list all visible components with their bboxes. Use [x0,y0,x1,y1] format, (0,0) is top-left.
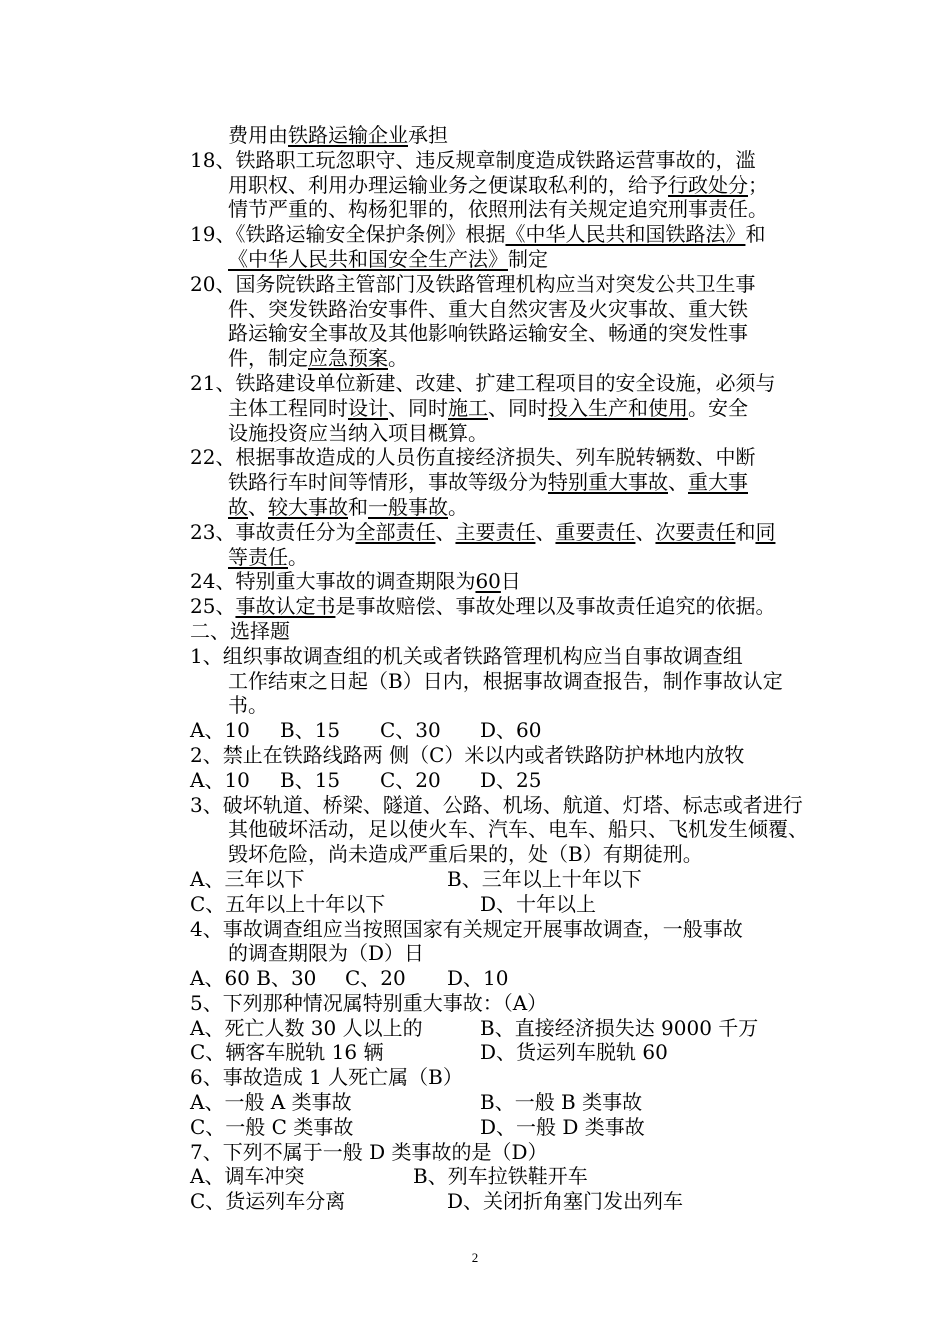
option-c: C、20 [345,966,406,991]
answer-underline: 《中华人民共和国铁路法》 [505,222,746,247]
option-c: C、30 [380,718,441,743]
mc-q6-options-ab [190,1090,830,1115]
answer-underline: 事故认定书 [235,594,336,619]
q20-line3: 路运输安全事故及其他影响铁路运输安全、畅通的突发性事 [228,321,748,346]
mc-q3-options-cd [190,892,830,917]
option-c: C、辆客车脱轨 16 辆 [190,1040,384,1065]
q21-line1: 21、铁路建设单位新建、改建、扩建工程项目的安全设施，必须与 [190,370,776,395]
answer-underline: 行政处分 [668,172,748,197]
answer-underline: 重要责任 [555,519,636,544]
mc-q3-line1: 3、破坏轨道、桥梁、隧道、公路、机场、航道、灯塔、标志或者进行 [190,792,803,817]
mc-q7-options-ab [190,1164,830,1189]
option-a: A、死亡人数 30 人以上的 [190,1015,423,1040]
option-ab: A、60 B、30 [190,966,317,991]
answer-underline: 一般事故 [368,494,448,519]
q24-line: 24、特别重大事故的调查期限为60日 [190,569,521,594]
answer-underline: 全部责任 [355,519,436,544]
option-a: A、三年以下 [190,866,305,891]
mc-q1-line1: 1、组织事故调查组的机关或者铁路管理机构应当自事故调查组 [190,643,743,668]
q18-line3: 情节严重的、构杨犯罪的，依照刑法有关规定追究刑事责任。 [228,197,768,222]
option-d: D、10 [447,966,509,991]
page-content [190,123,830,1214]
q18-line2: 用职权、利用办理运输业务之便谋取私利的，给予行政处分； [228,172,768,197]
page-number: 2 [471,1250,479,1265]
option-a: A、10 [190,718,250,743]
q25-line: 25、事故认定书是事故赔偿、事故处理以及事故责任追究的依据。 [190,594,776,619]
q22-line2: 铁路行车时间等情形，事故等级分为特别重大事故、重大事 [228,470,748,495]
mc-q3-line3: 毁坏危险，尚未造成严重后果的，处（B）有期徒刑。 [228,842,703,867]
q23-line1: 23、事故责任分为全部责任、主要责任、重要责任、次要责任和同 [190,519,776,544]
q22-line3: 故、较大事故和一般事故。 [228,494,468,519]
answer-underline: 重大事 [688,470,748,495]
mc-q2-options [190,768,830,793]
mc-q1-options [190,718,830,743]
option-d: D、十年以上 [480,891,597,916]
mc-q5-options-cd [190,1040,830,1065]
q20-line1: 20、国务院铁路主管部门及铁路管理机构应当对突发公共卫生事 [190,271,756,296]
answer-underline: 故 [228,494,248,519]
option-b: B、列车拉铁鞋开车 [413,1164,588,1189]
mc-q6-options-cd [190,1115,830,1140]
answer-underline: 投入生产和使用 [548,395,688,420]
mc-q7-line1: 7、下列不属于一般 D 类事故的是（D） [190,1139,548,1164]
mc-q4-options [190,966,830,991]
option-d: D、一般 D 类事故 [480,1114,645,1139]
option-b: B、直接经济损失达 9000 千万 [480,1015,759,1040]
mc-q4-line1: 4、事故调查组应当按照国家有关规定开展事故调查，一般事故 [190,916,743,941]
q20-line2: 件、突发铁路治安事件、重大自然灾害及火灾事故、重大铁 [228,296,748,321]
answer-underline: 设计 [348,395,388,420]
option-b: B、15 [280,767,341,792]
option-b: B、三年以上十年以下 [447,866,642,891]
q19-line1: 19、《铁路运输安全保护条例》根据《中华人民共和国铁路法》和 [190,222,766,247]
q18-line1: 18、铁路职工玩忽职守、违反规章制度造成铁路运营事故的，滥 [190,147,756,172]
mc-q5-options-ab [190,1016,830,1041]
mc-q1-line3: 书。 [228,693,268,718]
q21-line3: 设施投资应当纳入项目概算。 [228,420,488,445]
option-a: A、调车冲突 [190,1164,305,1189]
option-d: D、25 [480,767,542,792]
section-title: 二、选择题 [190,618,290,643]
q19-line2: 《中华人民共和国安全生产法》制定 [228,246,548,271]
mc-q3-options-ab [190,867,830,892]
mc-q7-options-cd [190,1189,830,1214]
q21-line2: 主体工程同时设计、同时施工、同时投入生产和使用。安全 [228,395,748,420]
option-c: C、一般 C 类事故 [190,1114,354,1139]
option-d: D、60 [480,718,542,743]
q22-line1: 22、根据事故造成的人员伤直接经济损失、列车脱转辆数、中断 [190,445,756,470]
option-d: D、货运列车脱轨 60 [480,1040,668,1065]
option-a: A、一般 A 类事故 [190,1090,352,1115]
option-b: B、15 [280,718,341,743]
answer-underline: 施工 [448,395,488,420]
q23-line2: 等责任。 [228,544,308,569]
q20-line4: 件，制定应急预案。 [228,346,408,371]
q17-continuation: 费用由铁路运输企业承担 [228,123,448,147]
option-c: C、货运列车分离 [190,1189,346,1214]
mc-q1-line2: 工作结束之日起（B）日内，根据事故调查报告，制作事故认定 [228,668,783,693]
answer-underline: 《中华人民共和国安全生产法》 [228,246,508,271]
mc-q6-line1: 6、事故造成 1 人死亡属（B） [190,1065,463,1090]
answer-underline: 次要责任 [655,519,736,544]
mc-q2-line1: 2、禁止在铁路线路两 侧（C）米以内或者铁路防护林地内放牧 [190,742,745,767]
option-a: A、10 [190,767,250,792]
answer-underline: 等责任 [228,544,288,569]
answer-underline: 特别重大事故 [548,470,668,495]
answer-underline: 60 [475,569,501,594]
option-b: B、一般 B 类事故 [480,1090,643,1115]
answer-underline: 主要责任 [455,519,536,544]
answer-underline: 同 [755,519,776,544]
answer-underline: 较大事故 [268,494,348,519]
answer-underline: 应急预案 [308,346,388,371]
mc-q5-line1: 5、下列那种情况属特别重大事故：（A） [190,990,548,1015]
mc-q3-line2: 其他破坏活动，足以使火车、汽车、电车、船只、飞机发生倾覆、 [228,817,808,842]
option-c: C、20 [380,767,441,792]
option-d: D、关闭折角塞门发出列车 [447,1189,684,1214]
option-c: C、五年以上十年以下 [190,891,386,916]
mc-q4-line2: 的调查期限为（D）日 [228,941,425,966]
answer-underline: 铁路运输企业 [288,123,408,147]
